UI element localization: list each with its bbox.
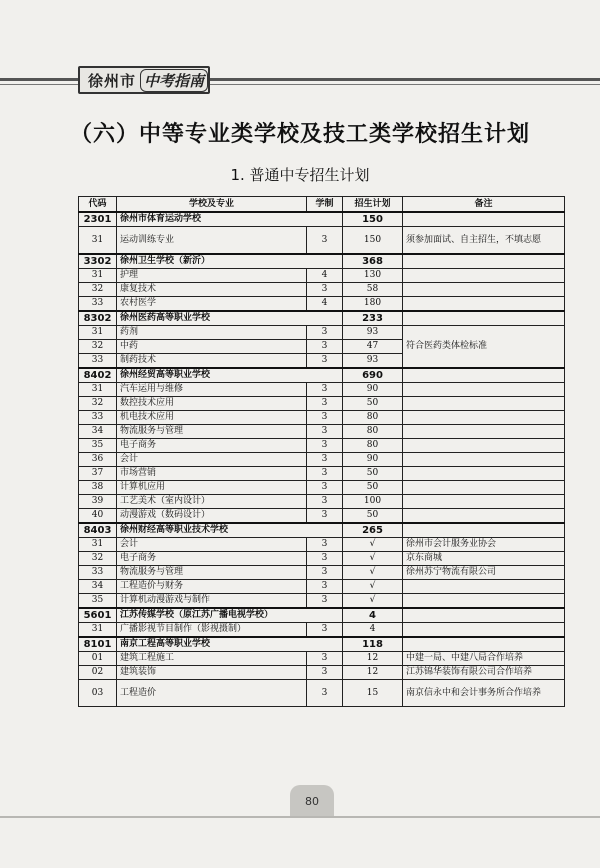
page-title: （六）中等专业类学校及技工类学校招生计划 (69, 122, 530, 147)
major-name: 制药技术 (117, 354, 307, 369)
school-name: 徐州经贸高等职业学校 (117, 368, 343, 383)
major-plan: 50 (343, 467, 403, 481)
section-subtitle: 1. 普通中专招生计划 (230, 166, 370, 184)
major-note (403, 383, 565, 397)
major-code: 32 (79, 552, 117, 566)
major-row (79, 566, 565, 580)
major-code: 33 (79, 297, 117, 312)
major-code: 31 (79, 383, 117, 397)
school-code: 3302 (79, 254, 117, 269)
header-tab (78, 66, 210, 94)
school-name: 徐州市体育运动学校 (117, 212, 343, 227)
school-row (79, 311, 565, 326)
major-note (403, 283, 565, 297)
school-code: 5601 (79, 608, 117, 623)
major-note (403, 509, 565, 524)
major-note: 徐州市会计服务业协会 (403, 538, 565, 552)
major-row (79, 227, 565, 255)
school-plan: 265 (343, 523, 403, 538)
major-plan: 150 (343, 227, 403, 255)
major-plan: 100 (343, 495, 403, 509)
major-name: 药剂 (117, 326, 307, 340)
major-note (403, 269, 565, 283)
major-plan: 12 (343, 666, 403, 680)
header-plan: 招生计划 (343, 197, 403, 213)
major-years: 3 (307, 340, 343, 354)
school-note (403, 637, 565, 652)
major-plan: 90 (343, 453, 403, 467)
major-name: 市场营销 (117, 467, 307, 481)
major-years: 3 (307, 425, 343, 439)
major-plan: 93 (343, 326, 403, 340)
school-row (79, 368, 565, 383)
major-plan: √ (343, 594, 403, 609)
major-code: 31 (79, 227, 117, 255)
major-name: 机电技术应用 (117, 411, 307, 425)
major-code: 33 (79, 354, 117, 369)
school-row (79, 608, 565, 623)
major-note (403, 439, 565, 453)
major-plan: 80 (343, 439, 403, 453)
school-row (79, 523, 565, 538)
major-code: 32 (79, 283, 117, 297)
school-plan: 690 (343, 368, 403, 383)
school-row (79, 254, 565, 269)
major-years: 3 (307, 411, 343, 425)
major-plan: √ (343, 538, 403, 552)
major-note: 符合医药类体检标准 (403, 326, 565, 369)
major-years: 3 (307, 580, 343, 594)
major-plan: 90 (343, 383, 403, 397)
school-note (403, 608, 565, 623)
major-years: 3 (307, 326, 343, 340)
major-years: 3 (307, 283, 343, 297)
major-row (79, 538, 565, 552)
major-row (79, 411, 565, 425)
major-name: 计算机动漫游戏与制作 (117, 594, 307, 609)
header-code: 代码 (79, 197, 117, 213)
major-note (403, 397, 565, 411)
major-name: 运动训练专业 (117, 227, 307, 255)
major-code: 32 (79, 340, 117, 354)
major-row (79, 580, 565, 594)
table-header-row (79, 197, 565, 213)
major-code: 31 (79, 326, 117, 340)
major-row (79, 297, 565, 312)
school-row (79, 212, 565, 227)
table-body (79, 212, 565, 707)
major-row (79, 552, 565, 566)
major-years: 3 (307, 552, 343, 566)
major-code: 34 (79, 425, 117, 439)
major-code: 31 (79, 623, 117, 638)
major-plan: 80 (343, 425, 403, 439)
major-plan: 50 (343, 397, 403, 411)
major-code: 31 (79, 538, 117, 552)
school-code: 8402 (79, 368, 117, 383)
major-name: 动漫游戏（数码设计） (117, 509, 307, 524)
header-years: 学制 (307, 197, 343, 213)
major-plan: 50 (343, 481, 403, 495)
major-note (403, 425, 565, 439)
school-name: 徐州财经高等职业技术学校 (117, 523, 343, 538)
major-years: 3 (307, 383, 343, 397)
major-years: 3 (307, 509, 343, 524)
school-note (403, 254, 565, 269)
school-code: 8403 (79, 523, 117, 538)
major-name: 计算机应用 (117, 481, 307, 495)
school-code: 8302 (79, 311, 117, 326)
major-row (79, 666, 565, 680)
major-row (79, 467, 565, 481)
major-plan: √ (343, 566, 403, 580)
school-row (79, 637, 565, 652)
major-years: 3 (307, 594, 343, 609)
major-name: 会计 (117, 453, 307, 467)
footer-line (0, 816, 600, 818)
major-row (79, 453, 565, 467)
major-years: 4 (307, 269, 343, 283)
major-plan: 15 (343, 680, 403, 707)
school-plan: 150 (343, 212, 403, 227)
major-name: 工程造价 (117, 680, 307, 707)
major-code: 39 (79, 495, 117, 509)
major-plan: 12 (343, 652, 403, 666)
major-name: 数控技术应用 (117, 397, 307, 411)
major-code: 38 (79, 481, 117, 495)
major-years: 3 (307, 439, 343, 453)
major-name: 汽车运用与维修 (117, 383, 307, 397)
major-note (403, 411, 565, 425)
major-row (79, 269, 565, 283)
school-name: 徐州医药高等职业学校 (117, 311, 343, 326)
major-row (79, 481, 565, 495)
major-row (79, 495, 565, 509)
header-city: 徐州市 (88, 71, 137, 90)
major-name: 电子商务 (117, 552, 307, 566)
page-number: 80 (290, 785, 334, 817)
header-school: 学校及专业 (117, 197, 307, 213)
major-years: 3 (307, 680, 343, 707)
major-row (79, 283, 565, 297)
school-plan: 368 (343, 254, 403, 269)
major-row (79, 652, 565, 666)
major-plan: 4 (343, 623, 403, 638)
major-row (79, 623, 565, 638)
major-note (403, 594, 565, 609)
major-note: 须参加面试、自主招生，不填志愿 (403, 227, 565, 255)
school-name: 徐州卫生学校（新沂） (117, 254, 343, 269)
major-name: 物流服务与管理 (117, 566, 307, 580)
major-name: 工程造价与财务 (117, 580, 307, 594)
school-plan: 118 (343, 637, 403, 652)
major-years: 3 (307, 354, 343, 369)
major-years: 3 (307, 666, 343, 680)
major-name: 建筑装饰 (117, 666, 307, 680)
major-row (79, 509, 565, 524)
school-code: 8101 (79, 637, 117, 652)
major-years: 3 (307, 481, 343, 495)
major-plan: √ (343, 552, 403, 566)
major-note (403, 481, 565, 495)
header-note: 备注 (403, 197, 565, 213)
major-row (79, 680, 565, 707)
school-note (403, 311, 565, 326)
major-note (403, 495, 565, 509)
major-code: 37 (79, 467, 117, 481)
major-note: 徐州苏宁物流有限公司 (403, 566, 565, 580)
major-years: 3 (307, 397, 343, 411)
major-years: 3 (307, 538, 343, 552)
major-row (79, 326, 565, 340)
school-code: 2301 (79, 212, 117, 227)
major-row (79, 594, 565, 609)
school-plan: 233 (343, 311, 403, 326)
school-plan: 4 (343, 608, 403, 623)
major-years: 3 (307, 227, 343, 255)
major-years: 3 (307, 453, 343, 467)
header-band (0, 62, 600, 98)
major-code: 33 (79, 566, 117, 580)
major-row (79, 383, 565, 397)
major-plan: 50 (343, 509, 403, 524)
major-note: 江苏锦华装饰有限公司合作培养 (403, 666, 565, 680)
major-code: 31 (79, 269, 117, 283)
major-note (403, 623, 565, 638)
major-name: 广播影视节目制作（影视摄制） (117, 623, 307, 638)
major-plan: 47 (343, 340, 403, 354)
major-note (403, 453, 565, 467)
major-name: 中药 (117, 340, 307, 354)
major-name: 护理 (117, 269, 307, 283)
major-code: 33 (79, 411, 117, 425)
header-calligraphy: 中考指南 (140, 69, 208, 92)
major-name: 工艺美术（室内设计） (117, 495, 307, 509)
major-plan: 93 (343, 354, 403, 369)
major-years: 3 (307, 623, 343, 638)
major-row (79, 425, 565, 439)
major-years: 3 (307, 566, 343, 580)
major-years: 3 (307, 467, 343, 481)
major-note: 京东商城 (403, 552, 565, 566)
major-years: 3 (307, 652, 343, 666)
major-code: 32 (79, 397, 117, 411)
major-note: 南京信永中和会计事务所合作培养 (403, 680, 565, 707)
major-code: 03 (79, 680, 117, 707)
major-note (403, 580, 565, 594)
major-note (403, 297, 565, 312)
major-plan: 58 (343, 283, 403, 297)
major-code: 35 (79, 594, 117, 609)
major-code: 34 (79, 580, 117, 594)
major-name: 电子商务 (117, 439, 307, 453)
major-code: 01 (79, 652, 117, 666)
major-plan: 130 (343, 269, 403, 283)
major-name: 会计 (117, 538, 307, 552)
major-code: 35 (79, 439, 117, 453)
school-note (403, 523, 565, 538)
major-plan: √ (343, 580, 403, 594)
major-code: 02 (79, 666, 117, 680)
major-years: 3 (307, 495, 343, 509)
school-note (403, 368, 565, 383)
major-code: 36 (79, 453, 117, 467)
major-years: 4 (307, 297, 343, 312)
major-code: 40 (79, 509, 117, 524)
major-note: 中建一局、中建八局合作培养 (403, 652, 565, 666)
major-name: 建筑工程施工 (117, 652, 307, 666)
major-row (79, 439, 565, 453)
major-plan: 80 (343, 411, 403, 425)
major-name: 物流服务与管理 (117, 425, 307, 439)
major-plan: 180 (343, 297, 403, 312)
school-name: 江苏传媒学校（原江苏广播电视学校） (117, 608, 343, 623)
school-note (403, 212, 565, 227)
major-row (79, 397, 565, 411)
major-name: 农村医学 (117, 297, 307, 312)
major-note (403, 467, 565, 481)
enrollment-table (78, 196, 565, 707)
school-name: 南京工程高等职业学校 (117, 637, 343, 652)
major-name: 康复技术 (117, 283, 307, 297)
